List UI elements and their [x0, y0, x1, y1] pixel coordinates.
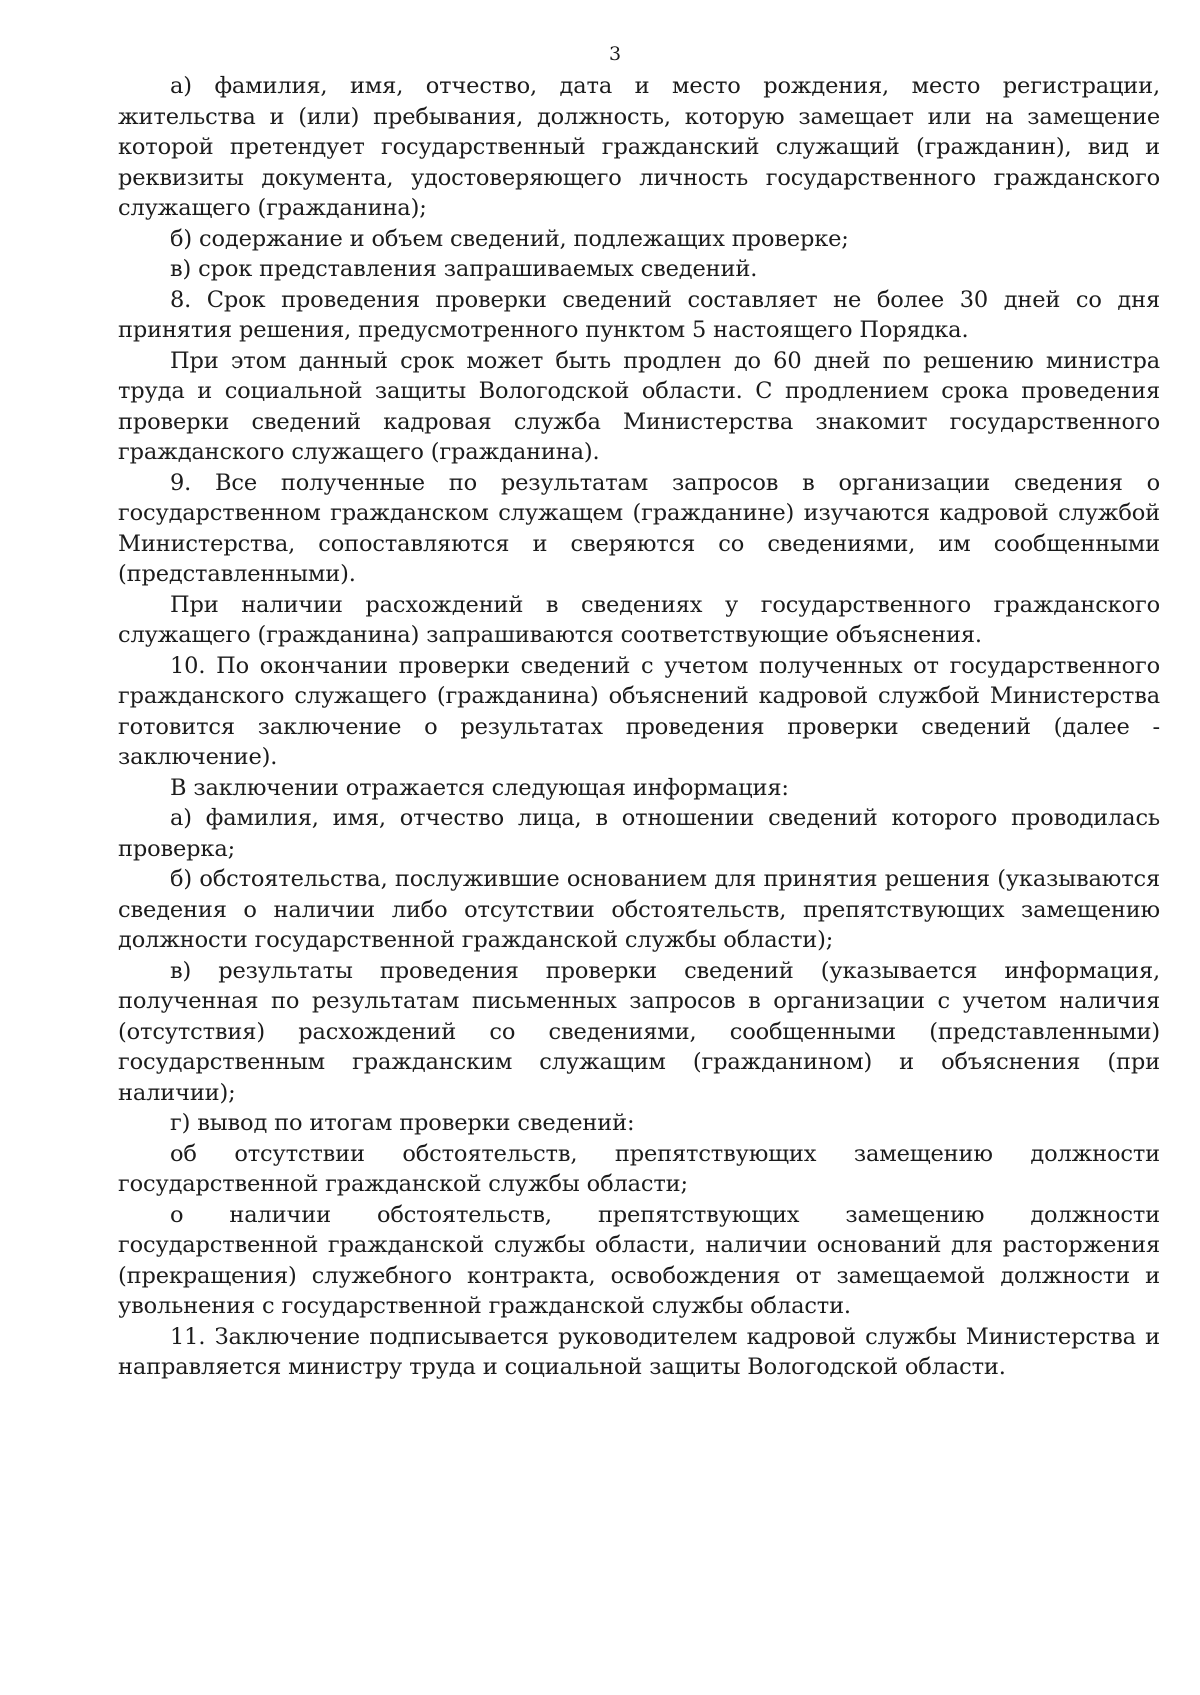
paragraph-verdict-presence: о наличии обстоятельств, препятствующих замещению должности государственной гражданской службы области, наличии оснований для расторжения (прекращения) служебного контракта, освобождения от замещаемой должности и увольнения с государственной гражданской службы области. [118, 1201, 1160, 1319]
paragraph-a-personal-data: а) фамилия, имя, отчество, дата и место рождения, место регистрации, жительства и (или) пребывания, должность, которую замещает или на замещение которой претендует государственный гражданский служащий (гражданин), вид и реквизиты документа, удостоверяющего личность государственного гражданского служащего (гражданина); [118, 73, 1160, 221]
paragraph-a-person: а) фамилия, имя, отчество лица, в отношении сведений которого проводилась проверка; [118, 805, 1160, 862]
document-body [118, 71, 1160, 1383]
paragraph-9-results-study: 9. Все полученные по результатам запросов в организации сведения о государственном гражданском служащем (гражданине) изучаются кадровой службой Министерства, сопоставляются и сверяются со сведениями, им сообщенными (представленными). [118, 469, 1160, 587]
paragraph-b-circumstances: б) обстоятельства, послужившие основанием для принятия решения (указываются сведения о наличии либо отсутствии обстоятельств, препятствующих замещению должности государственной гражданской службы области); [118, 866, 1160, 953]
paragraph-v-check-results: в) результаты проведения проверки сведений (указывается информация, полученная по результатам письменных запросов в организации с учетом наличия (отсутствия) расхождений со сведениями, сообщенными (представленными) государственным гражданским служащим (гражданином) и объяснения (при наличии); [118, 957, 1160, 1106]
paragraph-g-verdict: г) вывод по итогам проверки сведений: [170, 1110, 635, 1136]
paragraph-11-signature: 11. Заключение подписывается руководителем кадровой службы Министерства и направляется министру труда и социальной защиты Вологодской области. [118, 1323, 1160, 1380]
paragraph-b-content-scope: б) содержание и объем сведений, подлежащих проверке; [170, 225, 849, 252]
paragraph-8-check-term: 8. Срок проведения проверки сведений составляет не более 30 дней со дня принятия решения, предусмотренного пунктом 5 настоящего Порядка. [118, 286, 1160, 343]
paragraph-v-deadline: в) срок представления запрашиваемых сведений. [170, 256, 758, 282]
paragraph-term-extension: При этом данный срок может быть продлен до 60 дней по решению министра труда и социальной защиты Вологодской области. С продлением срока проведения проверки сведений кадровая служба Министерства знакомит государственного гражданского служащего (гражданина). [118, 347, 1160, 465]
paragraph-conclusion-info: В заключении отражается следующая информация: [170, 774, 789, 801]
paragraph-discrepancies: При наличии расхождений в сведениях у государственного гражданского служащего (гражданина) запрашиваются соответствующие объяснения. [118, 591, 1160, 648]
paragraph-10-conclusion: 10. По окончании проверки сведений с учетом полученных от государственного гражданского служащего (гражданина) объяснений кадровой службой Министерства готовится заключение о результатах проведения проверки сведений (далее - заключение). [118, 652, 1160, 770]
paragraph-verdict-absence: об отсутствии обстоятельств, препятствующих замещению должности государственной гражданской службы области; [118, 1140, 1160, 1197]
page-number: 3 [608, 43, 622, 65]
